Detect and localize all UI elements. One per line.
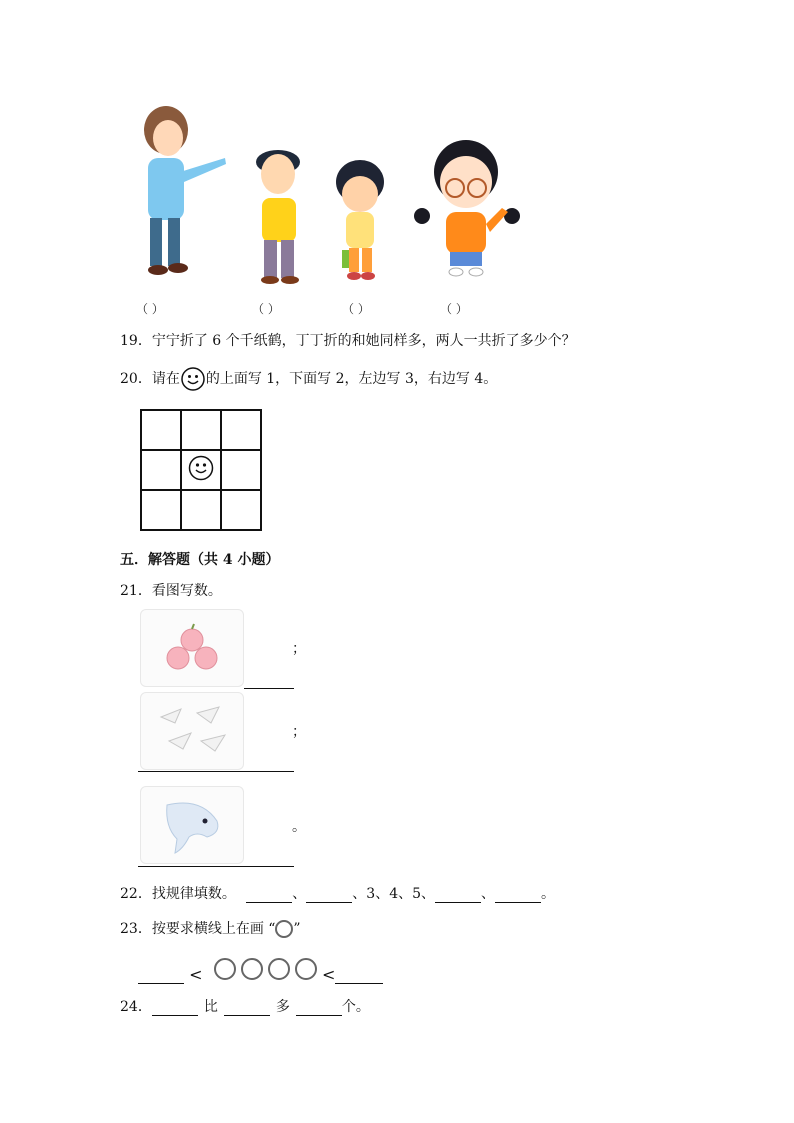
q22-sep-5: 、 xyxy=(421,886,436,902)
q22-num-3: 3 xyxy=(366,886,376,902)
question-20-before: 20．请在 xyxy=(120,371,180,387)
small-boy-figure xyxy=(336,160,384,280)
q22-blank-2[interactable] xyxy=(306,888,352,903)
q24-blank-2[interactable] xyxy=(224,1001,270,1016)
question-20 xyxy=(120,367,497,391)
answer-line-dolphin[interactable] xyxy=(138,866,294,867)
q22-blank-3[interactable] xyxy=(435,888,481,903)
question-23-text: 23．按要求横线上在画 “ xyxy=(120,921,276,937)
circle-icon xyxy=(268,958,290,980)
q23-answer-row xyxy=(138,958,383,984)
question-22 xyxy=(120,885,555,903)
smiley-icon xyxy=(181,367,205,391)
question-21: 21．看图写数。 xyxy=(120,583,222,599)
four-children-illustration xyxy=(130,100,530,295)
dolphin-image xyxy=(140,786,244,864)
boy-yellow-figure xyxy=(256,150,300,284)
section-5-heading: 五．解答题（共 4 小题） xyxy=(120,552,280,568)
question-24-prefix: 24． xyxy=(120,999,152,1015)
figure-illustration xyxy=(130,100,530,295)
answer-paren-1: （ ） xyxy=(136,302,164,316)
question-24-word-1: 比 xyxy=(203,999,218,1015)
position-grid xyxy=(140,409,262,531)
answer-line-cranes[interactable] xyxy=(138,771,294,772)
circle-icon xyxy=(241,958,263,980)
answer-paren-2: （ ） xyxy=(252,302,280,316)
grid-cell-left[interactable] xyxy=(141,450,181,490)
smiley-icon xyxy=(188,455,214,481)
question-24-word-3: 个。 xyxy=(341,999,370,1015)
grid-cell-top-left[interactable] xyxy=(141,410,181,450)
girl-glasses-figure xyxy=(414,140,520,276)
q22-num-5: 5 xyxy=(412,886,422,902)
question-23 xyxy=(120,920,301,938)
grid-cell-bottom-left[interactable] xyxy=(141,490,181,530)
cranes-image xyxy=(140,692,244,770)
q22-num-4: 4 xyxy=(389,886,399,902)
q21-punct-1: ； xyxy=(292,641,306,657)
question-23-close-quote: ” xyxy=(293,921,301,937)
adult-figure xyxy=(144,106,226,275)
q22-sep-4: 、 xyxy=(398,886,413,902)
q24-blank-3[interactable] xyxy=(296,1001,342,1016)
apples-image xyxy=(140,609,244,687)
q21-punct-3: 。 xyxy=(292,819,306,835)
answer-paren-3: （ ） xyxy=(342,302,370,316)
grid-cell-bottom[interactable] xyxy=(181,490,221,530)
grid-cell-right[interactable] xyxy=(221,450,261,490)
less-than-1: < xyxy=(189,965,203,984)
q22-sep-2: 、 xyxy=(352,886,367,902)
answer-paren-4: （ ） xyxy=(440,302,468,316)
grid-cell-top[interactable] xyxy=(181,410,221,450)
question-24 xyxy=(120,998,370,1016)
circle-icon xyxy=(295,958,317,980)
q22-sep-6: 、 xyxy=(481,886,496,902)
q24-blank-1[interactable] xyxy=(152,1001,198,1016)
question-20-after: 的上面写 1，下面写 2，左边写 3，右边写 4。 xyxy=(205,371,498,387)
circle-icon xyxy=(275,920,293,938)
question-24-word-2: 多 xyxy=(275,999,290,1015)
grid-cell-bottom-right[interactable] xyxy=(221,490,261,530)
q23-blank-left[interactable] xyxy=(138,969,184,984)
q23-blank-right[interactable] xyxy=(335,969,383,984)
circle-icon xyxy=(214,958,236,980)
grid-cell-center xyxy=(181,450,221,490)
question-22-prefix: 22．找规律填数。 xyxy=(120,886,236,902)
question-19: 19．宁宁折了 6 个千纸鹤，丁丁折的和她同样多，两人一共折了多少个？ xyxy=(120,333,576,349)
q22-end: 。 xyxy=(541,886,556,902)
grid-cell-top-right[interactable] xyxy=(221,410,261,450)
q21-punct-2: ； xyxy=(292,724,306,740)
q22-sep-3: 、 xyxy=(375,886,390,902)
q22-blank-4[interactable] xyxy=(495,888,541,903)
q22-blank-1[interactable] xyxy=(246,888,292,903)
q22-sep-1: 、 xyxy=(292,886,307,902)
answer-line-apples[interactable] xyxy=(244,688,294,689)
less-than-2: < xyxy=(321,965,336,984)
